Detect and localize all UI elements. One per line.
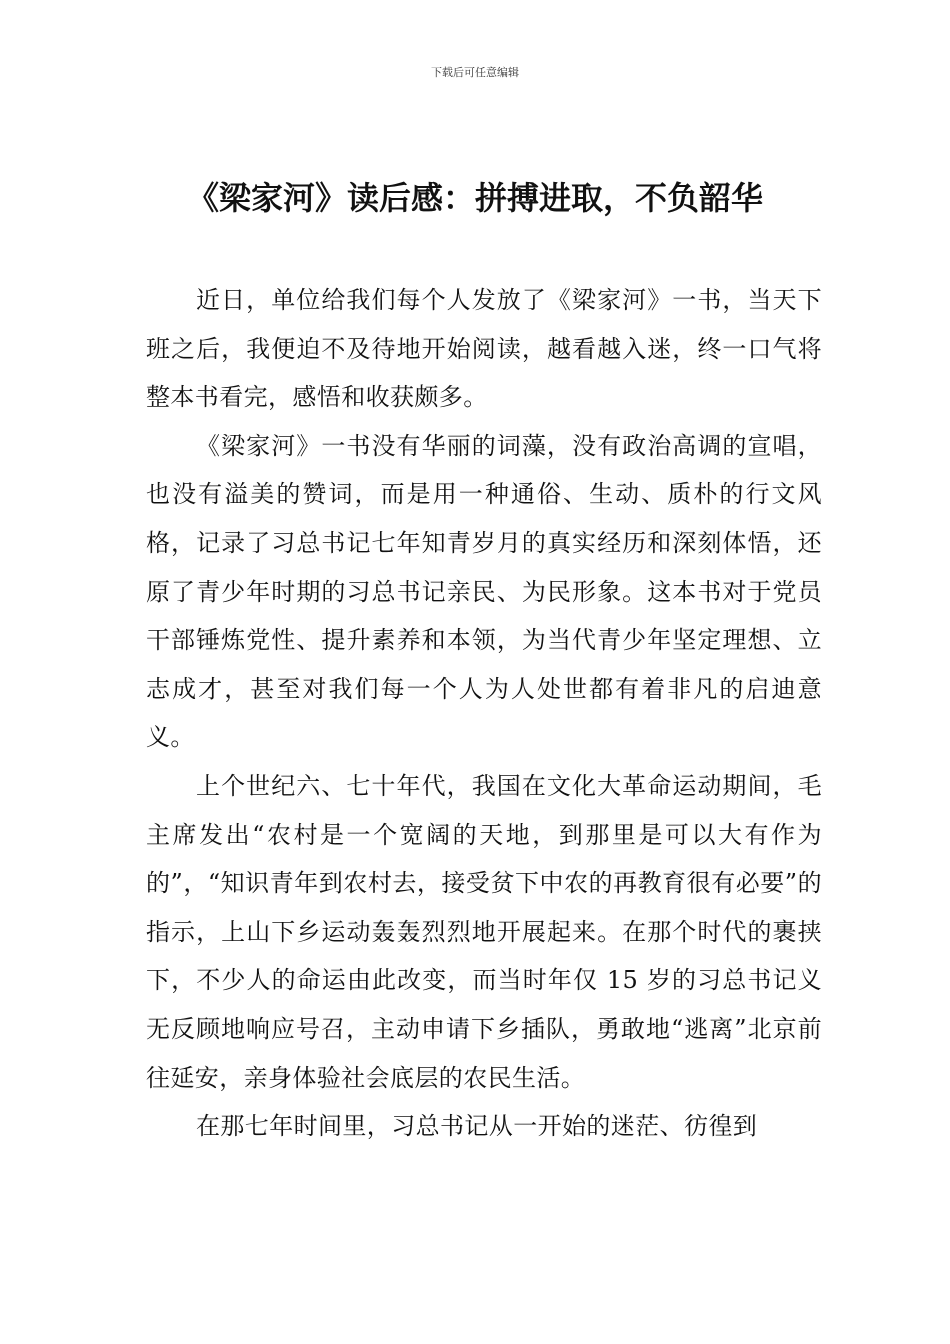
document-title: 《梁家河》读后感：拼搏进取，不负韶华 (186, 179, 763, 217)
paragraph-3: 上个世纪六、七十年代，我国在文化大革命运动期间，毛主席发出“农村是一个宽阔的天地，到那里是可以大有作为的”，“知识青年到农村去，接受贫下中农的再教育很有必要”的指示，上山下乡运动轰轰烈烈地开展起来。在那个时代的裹挟下，不少人的命运由此改变，而当时年仅 15 岁的习总书记义无反顾地响应号召，主动申请下乡插队，勇敢地“逃离”北京前往延安，亲身体验社会底层的农民生活。 (146, 771, 822, 1092)
paragraph-4: 在那七年时间里，习总书记从一开始的迷茫、彷徨到 (196, 1112, 758, 1141)
paragraph-2: 《梁家河》一书没有华丽的词藻，没有政治高调的宣唱，也没有溢美的赞词，而是用一种通俗、生动、质朴的行文风格，记录了习总书记七年知青岁月的真实经历和深刻体悟，还原了青少年时期的习总书记亲民、为民形象。这本书对于党员干部锤炼党性、提升素养和本领，为当代青少年坚定理想、立志成才，甚至对我们每一个人为人处世都有着非凡的启迪意义。 (146, 431, 822, 752)
header-note: 下载后可任意编辑 (431, 66, 519, 79)
paragraph-1: 近日，单位给我们每个人发放了《梁家河》一书，当天下班之后，我便迫不及待地开始阅读，越看越入迷，终一口气将整本书看完，感悟和收获颇多。 (146, 286, 822, 412)
document-body (146, 276, 822, 1151)
